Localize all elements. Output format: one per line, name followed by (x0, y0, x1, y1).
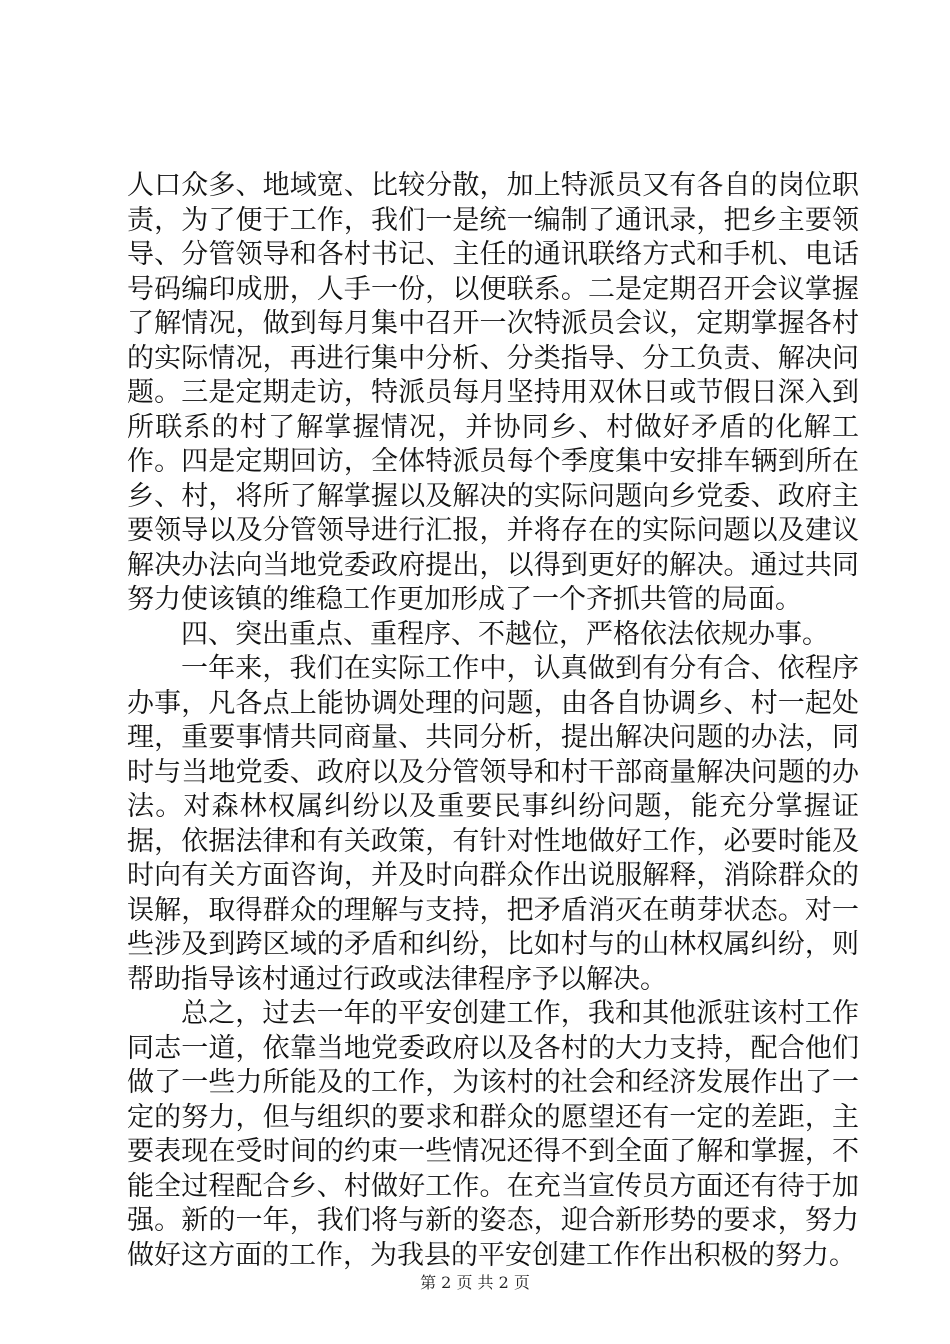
paragraph-continuation: 人口众多、地域宽、比较分散，加上特派员又有各自的岗位职责，为了便于工作，我们一是统一编制了通讯录，把乡主要领导、分管领导和各村书记、主任的通讯联络方式和手机、电话号码编印成册，人手一份，以便联系。二是定期召开会议掌握了解情况，做到每月集中召开一次特派员会议，定期掌握各村的实际情况，再进行集中分析、分类指导、分工负责、解决问题。三是定期走访，特派员每月坚持用双休日或节假日深入到所联系的村了解掌握情况，并协同乡、村做好矛盾的化解工作。四是定期回访，全体特派员每个季度集中安排车辆到所在乡、村，将所了解掌握以及解决的实际问题向乡党委、政府主要领导以及分管领导进行汇报，并将存在的实际问题以及建议解决办法向当地党委政府提出，以得到更好的解决。通过共同努力使该镇的维稳工作更加形成了一个齐抓共管的局面。 (127, 170, 859, 615)
paragraph-summary: 总之，过去一年的平安创建工作，我和其他派驻该村工作同志一道，依靠当地党委政府以及各村的大力支持，配合他们做了一些力所能及的工作，为该村的社会和经济发展作出了一定的努力，但与组织的要求和群众的愿望还有一定的差距，主要表现在受时间的约束一些情况还得不到全面了解和掌握，不能全过程配合乡、村做好工作。在充当宣传员方面还有待于加强。新的一年，我们将与新的姿态，迎合新形势的要求，努力做好这方面的工作，为我县的平安创建工作作出积极的努力。 (127, 998, 859, 1271)
document-body (127, 169, 859, 1273)
page-number-footer: 第 2 页 共 2 页 (420, 1273, 530, 1292)
section-heading: 四、突出重点、重程序、不越位，严格依法依规办事。 (181, 618, 829, 650)
paragraph: 一年来，我们在实际工作中，认真做到有分有合、依程序办事，凡各点上能协调处理的问题，由各自协调乡、村一起处理，重要事情共同商量、共同分析，提出解决问题的办法，同时与当地党委、政府以及分管领导和村干部商量解决问题的办法。对森林权属纠纷以及重要民事纠纷问题，能充分掌握证据，依据法律和有关政策，有针对性地做好工作，必要时能及时向有关方面咨询，并及时向群众作出说服解释，消除群众的误解，取得群众的理解与支持，把矛盾消灭在萌芽状态。对一些涉及到跨区域的矛盾和纠纷，比如村与的山林权属纠纷，则帮助指导该村通过行政或法律程序予以解决。 (127, 653, 859, 995)
